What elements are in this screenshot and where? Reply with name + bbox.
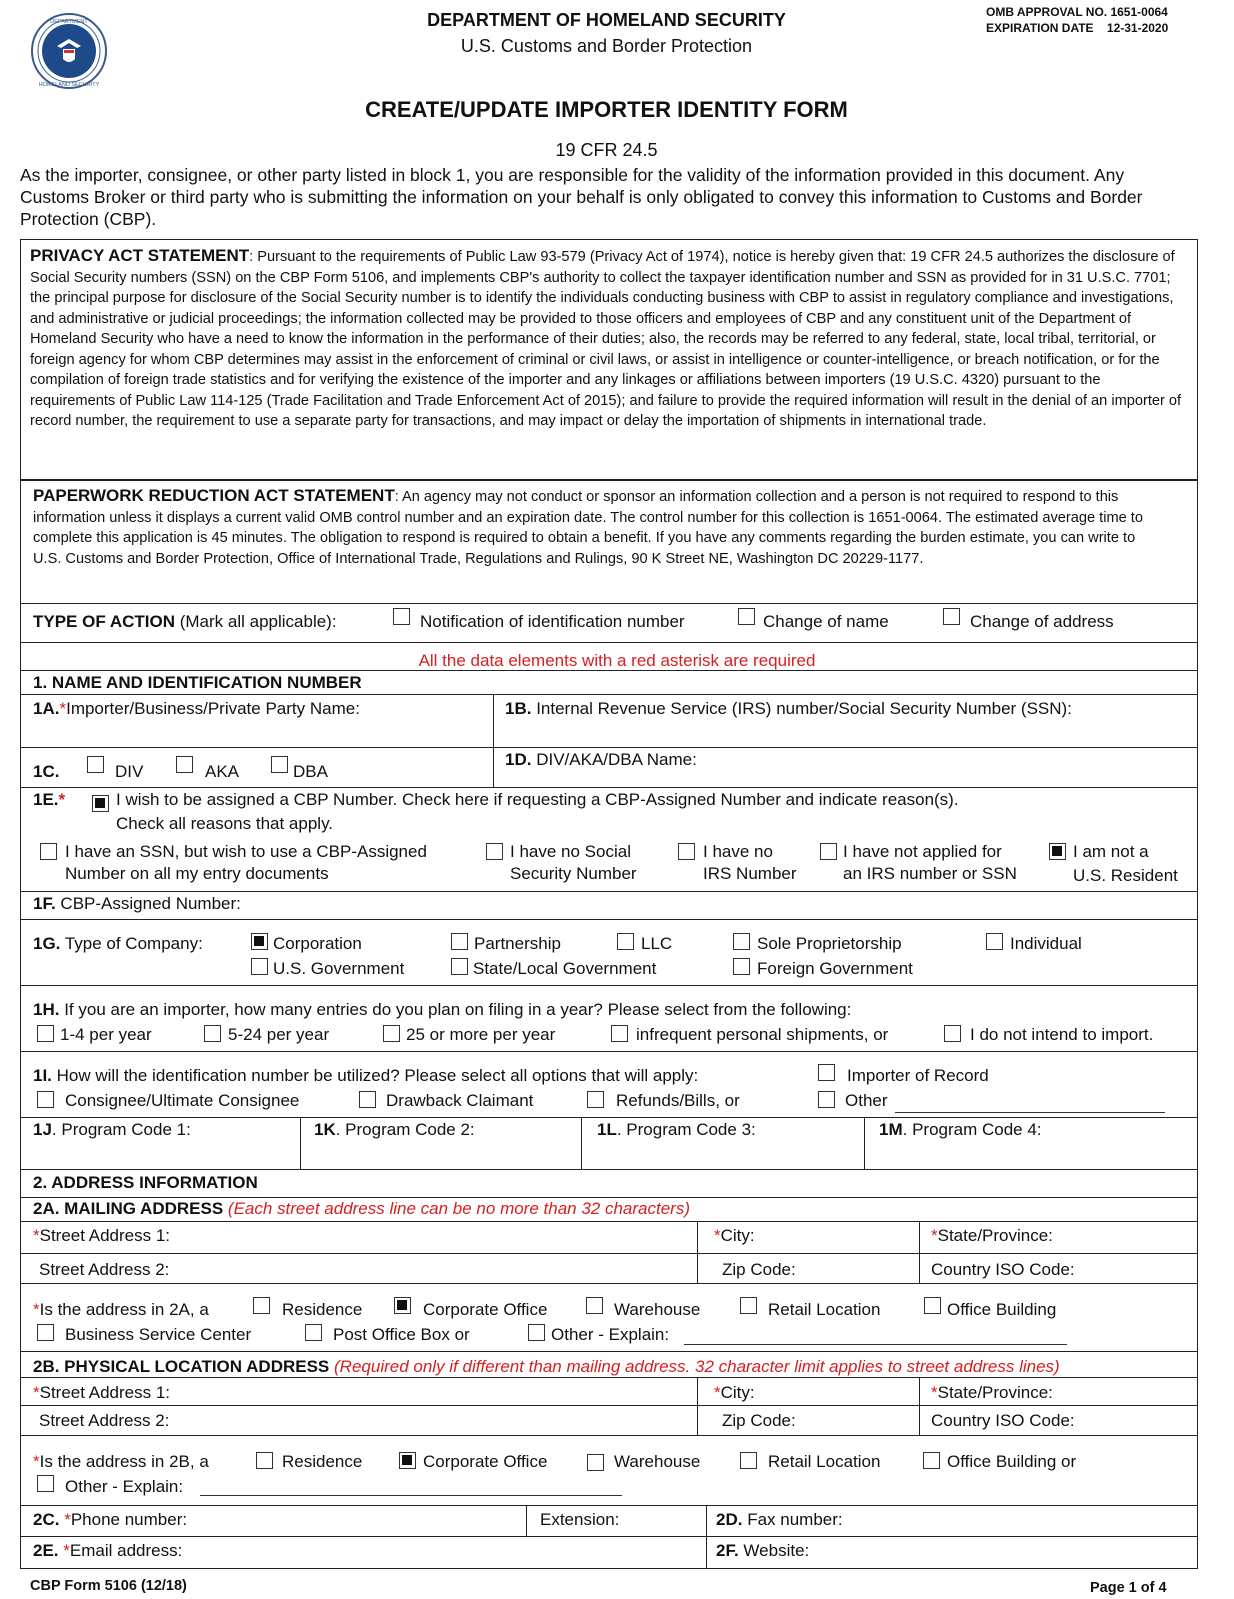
physical-warehouse-checkbox[interactable] — [587, 1454, 604, 1471]
physical-other-label: Other - Explain: — [65, 1477, 184, 1496]
company-partnership-checkbox[interactable] — [451, 933, 468, 950]
physical-address-title: 2B. PHYSICAL LOCATION ADDRESS (Required only if different than mailing address. 32 character limit applies to street address lines) — [33, 1357, 1060, 1376]
company-state-label: State/Local Government — [473, 959, 657, 978]
company-usgov-label: U.S. Government — [273, 959, 405, 978]
reason-no-ssn-checkbox[interactable] — [486, 843, 503, 860]
physical-retail-label: Retail Location — [768, 1452, 881, 1471]
mailing-country-label: Country ISO Code: — [931, 1260, 1075, 1279]
company-llc-checkbox[interactable] — [617, 933, 634, 950]
omb-approval: OMB APPROVAL NO. 1651-0064 — [986, 5, 1168, 19]
mailing-state-label: *State/Province: — [931, 1226, 1053, 1245]
entries-5-24-label: 5-24 per year — [228, 1025, 330, 1044]
mailing-bsc-checkbox[interactable] — [37, 1324, 54, 1341]
reason-not-applied-line2: an IRS number or SSN — [843, 864, 1017, 883]
physical-street1-label: *Street Address 1: — [33, 1383, 171, 1402]
mailing-city-label: *City: — [714, 1226, 755, 1245]
mailing-zip-label: Zip Code: — [722, 1260, 796, 1279]
reason-non-resident-line1: I am not a — [1073, 842, 1149, 861]
use-consignee-label: Consignee/Ultimate Consignee — [65, 1091, 300, 1110]
entries-1-4-label: 1-4 per year — [60, 1025, 152, 1044]
action-change-address-checkbox[interactable] — [943, 608, 960, 625]
reason-not-applied-checkbox[interactable] — [820, 843, 837, 860]
entries-infrequent-label: infrequent personal shipments, or — [636, 1025, 889, 1044]
mailing-pobox-label: Post Office Box or — [333, 1325, 470, 1344]
program-code-4-label: 1M. Program Code 4: — [879, 1120, 1042, 1139]
dba-label: DBA — [293, 762, 328, 781]
physical-zip-label: Zip Code: — [722, 1411, 796, 1430]
physical-corporate-label: Corporate Office — [423, 1452, 548, 1471]
entries-infrequent-checkbox[interactable] — [611, 1025, 628, 1042]
mailing-pobox-checkbox[interactable] — [305, 1324, 322, 1341]
company-llc-label: LLC — [641, 934, 673, 953]
field-1a-label: 1A.*Importer/Business/Private Party Name: — [33, 699, 360, 718]
mailing-street1-label: *Street Address 1: — [33, 1226, 171, 1245]
mailing-other-checkbox[interactable] — [528, 1324, 545, 1341]
program-code-2-label: 1K. Program Code 2: — [314, 1120, 475, 1139]
div-checkbox[interactable] — [87, 756, 104, 773]
aka-label: AKA — [205, 762, 240, 781]
aka-checkbox[interactable] — [176, 756, 193, 773]
field-1d-label: 1D. DIV/AKA/DBA Name: — [505, 750, 697, 769]
field-1e-label: 1E.* — [33, 790, 66, 809]
request-cbp-number-line1: I wish to be assigned a CBP Number. Check here if requesting a CBP-Assigned Number and indicate reason(s). — [116, 790, 959, 809]
mailing-corporate-label: Corporate Office — [423, 1300, 548, 1319]
use-drawback-label: Drawback Claimant — [386, 1091, 534, 1110]
physical-type-question: *Is the address in 2B, a — [33, 1452, 209, 1471]
company-usgov-checkbox[interactable] — [251, 958, 268, 975]
physical-state-label: *State/Province: — [931, 1383, 1053, 1402]
section1-title: 1. NAME AND IDENTIFICATION NUMBER — [33, 673, 362, 692]
field-1c-label: 1C. — [33, 762, 60, 781]
reason-non-resident-checkbox[interactable] — [1049, 843, 1066, 860]
use-refunds-checkbox[interactable] — [587, 1091, 604, 1108]
reason-no-irs-line2: IRS Number — [703, 864, 797, 883]
physical-office-checkbox[interactable] — [923, 1452, 940, 1469]
div-label: DIV — [115, 762, 144, 781]
reason-no-irs-checkbox[interactable] — [678, 843, 695, 860]
company-state-checkbox[interactable] — [451, 958, 468, 975]
use-other-label: Other — [845, 1091, 888, 1110]
physical-warehouse-label: Warehouse — [614, 1452, 701, 1471]
request-cbp-number-line2: Check all reasons that apply. — [116, 814, 334, 833]
company-individual-label: Individual — [1010, 934, 1082, 953]
type-of-action-label: TYPE OF ACTION (Mark all applicable): — [33, 612, 337, 631]
mailing-residence-checkbox[interactable] — [253, 1297, 270, 1314]
field-2d-label: 2D. Fax number: — [716, 1510, 843, 1529]
physical-other-checkbox[interactable] — [37, 1475, 54, 1492]
mailing-street2-label: Street Address 2: — [39, 1260, 170, 1279]
cfr-reference: 19 CFR 24.5 — [555, 140, 658, 160]
physical-residence-checkbox[interactable] — [256, 1452, 273, 1469]
reason-no-ssn-line2: Security Number — [510, 864, 637, 883]
mailing-type-question: *Is the address in 2A, a — [33, 1300, 209, 1319]
use-other-line[interactable] — [895, 1112, 1165, 1113]
mailing-warehouse-label: Warehouse — [614, 1300, 701, 1319]
use-importer-label: Importer of Record — [847, 1066, 989, 1085]
mailing-retail-label: Retail Location — [768, 1300, 881, 1319]
physical-corporate-checkbox[interactable] — [399, 1452, 416, 1469]
entries-none-checkbox[interactable] — [944, 1025, 961, 1042]
company-corporation-label: Corporation — [273, 934, 362, 953]
company-corporation-checkbox[interactable] — [251, 933, 268, 950]
required-note: All the data elements with a red asterisk are required — [418, 651, 816, 670]
extension-label: Extension: — [540, 1510, 620, 1529]
use-importer-checkbox[interactable] — [818, 1064, 835, 1081]
section2-title: 2. ADDRESS INFORMATION — [33, 1173, 258, 1192]
mailing-office-checkbox[interactable] — [924, 1297, 941, 1314]
physical-country-label: Country ISO Code: — [931, 1411, 1075, 1430]
request-cbp-number-checkbox[interactable] — [92, 795, 109, 812]
action-notification-label: Notification of identification number — [420, 612, 685, 631]
mailing-bsc-label: Business Service Center — [65, 1325, 252, 1344]
use-refunds-label: Refunds/Bills, or — [616, 1091, 740, 1110]
mailing-corporate-checkbox[interactable] — [394, 1297, 411, 1314]
company-individual-checkbox[interactable] — [986, 933, 1003, 950]
program-code-1-label: 1J. Program Code 1: — [33, 1120, 191, 1139]
company-foreign-checkbox[interactable] — [733, 958, 750, 975]
reason-ssn-line1: I have an SSN, but wish to use a CBP-Assigned — [65, 842, 427, 861]
reason-not-applied-line1: I have not applied for — [843, 842, 1002, 861]
field-1f-label: 1F. CBP-Assigned Number: — [33, 894, 241, 913]
physical-street2-label: Street Address 2: — [39, 1411, 170, 1430]
field-2f-label: 2F. Website: — [716, 1541, 810, 1560]
action-notification-checkbox[interactable] — [393, 608, 410, 625]
physical-residence-label: Residence — [282, 1452, 363, 1471]
svg-text:HOMELAND SECURITY: HOMELAND SECURITY — [38, 82, 100, 88]
entries-1-4-checkbox[interactable] — [37, 1025, 54, 1042]
physical-office-label: Office Building or — [947, 1452, 1077, 1471]
field-1i-label: 1I. How will the identification number be utilized? Please select all options that will apply: — [33, 1066, 699, 1085]
field-2c-label: 2C. *Phone number: — [33, 1510, 188, 1529]
company-sole-label: Sole Proprietorship — [757, 934, 902, 953]
mailing-office-label: Office Building — [947, 1300, 1057, 1319]
physical-retail-checkbox[interactable] — [740, 1452, 757, 1469]
omb-info — [986, 4, 1168, 36]
department-name: DEPARTMENT OF HOMELAND SECURITY — [427, 10, 786, 30]
mailing-residence-label: Residence — [282, 1300, 363, 1319]
field-1b-label: 1B. Internal Revenue Service (IRS) number/Social Security Number (SSN): — [505, 699, 1072, 718]
company-sole-checkbox[interactable] — [733, 933, 750, 950]
company-foreign-label: Foreign Government — [757, 959, 913, 978]
reason-ssn-checkbox[interactable] — [40, 843, 57, 860]
physical-city-label: *City: — [714, 1383, 755, 1402]
privacy-text: : Pursuant to the requirements of Public Law 93-579 (Privacy Act of 1974), notice is hereby given that: 19 CFR 24.5 authorizes the disclosure of Social Security numbers (SSN) on the CBP Form 5106, and implements CBP's authority to collect the taxpayer identification number and SSN as provided for in 31 U.S.C. 7701; the principal purpose for disclosure of the Social Security number is to identify the individuals conducting business with CBP to assist in regulatory compliance and investigations, and administrative or judicial proceedings; the information collected may be provided to those officers and employees of CBP and any constituent unit of the Department of Homeland Security who have a need to know the information in the performance of their duties; also, the records may be referred to any federal, state, local tribal, territorial, or foreign agency for whom CBP determines may assist in the enforcement of criminal or civil laws, or assist in intelligence or counter-intelligence, or breach notification, or for the compilation of foreign trade statistics and for verifying the existence of the importer and any linkages or affiliations between importers (19 U.S.C. 4320) pursuant to the requirements of Public Law 114-125 (Trade Facilitation and Trade Enforcement Act of 2015); and failure to provide the required information will result in the denial of an importer of record number, the requirement to use a separate party for transactions, and may impact or delay the importation of shipments in international trade. — [30, 249, 1182, 429]
action-change-name-checkbox[interactable] — [738, 608, 755, 625]
company-partnership-label: Partnership — [474, 934, 561, 953]
dba-checkbox[interactable] — [271, 756, 288, 773]
paperwork-heading: PAPERWORK REDUCTION ACT STATEMENT — [33, 486, 395, 505]
omb-expiration: EXPIRATION DATE 12-31-2020 — [986, 21, 1169, 35]
form-title: CREATE/UPDATE IMPORTER IDENTITY FORM — [365, 97, 848, 122]
mailing-address-title: 2A. MAILING ADDRESS (Each street address line can be no more than 32 characters) — [33, 1199, 690, 1218]
agency-name: U.S. Customs and Border Protection — [460, 36, 753, 56]
entries-5-24-checkbox[interactable] — [204, 1025, 221, 1042]
mailing-retail-checkbox[interactable] — [740, 1297, 757, 1314]
use-drawback-checkbox[interactable] — [359, 1091, 376, 1108]
entries-25-plus-label: 25 or more per year — [406, 1025, 556, 1044]
reason-ssn-line2: Number on all my entry documents — [65, 864, 329, 883]
intro-text: As the importer, consignee, or other party listed in block 1, you are responsible for the validity of the information provided in this document. Any Customs Broker or third party who is submitting the information on your behalf is only obligated to convey this information to Customs and Border Protection (CBP). — [20, 165, 1143, 229]
form-id: CBP Form 5106 (12/18) — [30, 1578, 187, 1594]
field-1g-label: 1G. Type of Company: — [33, 934, 203, 953]
privacy-heading: PRIVACY ACT STATEMENT — [30, 246, 250, 265]
mailing-warehouse-checkbox[interactable] — [586, 1297, 603, 1314]
seal-text: DEPARTMENT — [50, 19, 88, 25]
paperwork-text: : An agency may not conduct or sponsor an information collection and a person is not required to respond to this information unless it displays a current valid OMB control number and an expiration date. The control number for this collection is 1651-0064. The estimated average time to complete this application is 45 minutes. The obligation to respond is required to obtain a benefit. If you have any comments regarding the burden estimate, you can write to U.S. Customs and Border Protection, Office of International Trade, Regulations and Rulings, 90 K Street NE, Washington DC 20229-1177. — [33, 489, 1143, 567]
reason-non-resident-line2: U.S. Resident — [1073, 866, 1178, 885]
reason-no-ssn-line1: I have no Social — [510, 842, 631, 861]
page-number: Page 1 of 4 — [1090, 1580, 1167, 1596]
use-other-checkbox[interactable] — [818, 1091, 835, 1108]
action-change-name-label: Change of name — [763, 612, 889, 631]
field-1h-label: 1H. If you are an importer, how many entries do you plan on filing in a year? Please select from the following: — [33, 1000, 852, 1019]
mailing-other-line[interactable] — [684, 1344, 1067, 1345]
use-consignee-checkbox[interactable] — [37, 1091, 54, 1108]
reason-no-irs-line1: I have no — [703, 842, 773, 861]
field-2e-label: 2E. *Email address: — [33, 1541, 183, 1560]
physical-other-line[interactable] — [200, 1495, 622, 1496]
program-code-3-label: 1L. Program Code 3: — [597, 1120, 756, 1139]
privacy-act-box — [20, 239, 1198, 481]
action-change-address-label: Change of address — [970, 612, 1114, 631]
entries-none-label: I do not intend to import. — [970, 1025, 1154, 1044]
entries-25-plus-checkbox[interactable] — [383, 1025, 400, 1042]
mailing-other-label: Other - Explain: — [551, 1325, 670, 1344]
